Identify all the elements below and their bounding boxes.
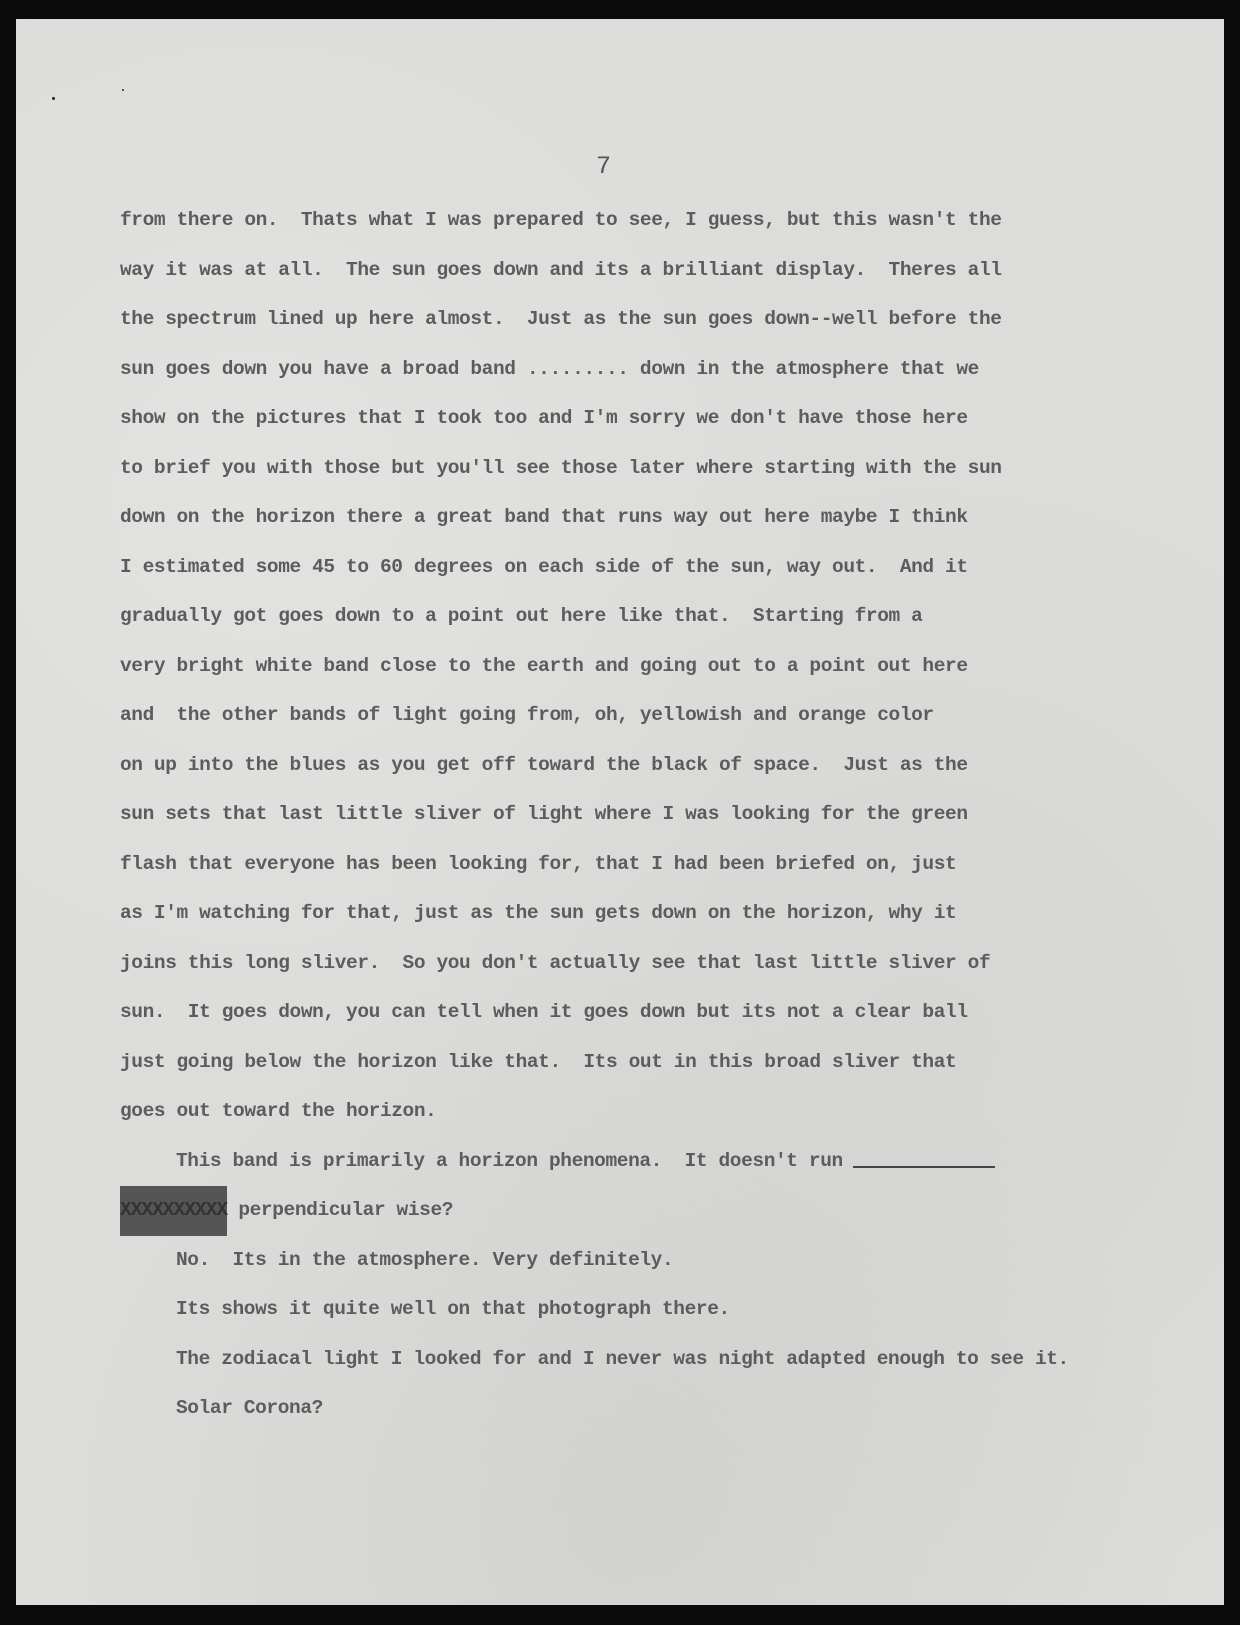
text-line: the spectrum lined up here almost. Just as the sun goes down--well before the <box>120 308 1002 330</box>
text-line: I estimated some 45 to 60 degrees on each side of the sun, way out. And it <box>120 555 968 578</box>
blank-underline <box>853 1166 995 1168</box>
text-line: from there on. Thats what I was prepared to see, I guess, but this wasn't the <box>120 209 1002 231</box>
question-continuation-text: perpendicular wise? <box>227 1199 454 1221</box>
text-line: show on the pictures that I took too and I'm sorry we don't have those here <box>120 407 968 429</box>
text-line: sun. It goes down, you can tell when it goes down but its not a clear ball <box>120 1001 968 1023</box>
page-number: 7 <box>596 152 612 181</box>
text-line: just going below the horizon like that. Its out in this broad sliver that <box>120 1050 957 1073</box>
question-line <box>120 1137 1180 1187</box>
text-line: as I'm watching for that, just as the sun gets down on the horizon, why it <box>120 902 957 924</box>
text-line: sun sets that last little sliver of light where I was looking for the green <box>120 803 968 825</box>
text-line: on up into the blues as you get off toward the black of space. Just as the <box>120 753 968 776</box>
answer-line: The zodiacal light I looked for and I never was night adapted enough to see it. <box>176 1347 1069 1370</box>
text-line: and the other bands of light going from, oh, yellowish and orange color <box>120 704 934 726</box>
text-line: sun goes down you have a broad band ......... down in the atmosphere that we <box>120 357 979 380</box>
text-line: to brief you with those but you'll see those later where starting with the sun <box>120 456 1002 479</box>
answer-line: Its shows it quite well on that photograph there. <box>176 1298 730 1320</box>
dust-speck <box>52 97 55 100</box>
answer-line: No. Its in the atmosphere. Very definitely. <box>176 1248 674 1271</box>
dust-speck <box>122 89 124 91</box>
text-line: down on the horizon there a great band that runs way out here maybe I think <box>120 506 968 528</box>
text-line: joins this long sliver. So you don't actually see that last little sliver of <box>120 951 991 974</box>
text-line: goes out toward the horizon. <box>120 1100 437 1122</box>
text-line: very bright white band close to the earth and going out to a point out here <box>120 654 968 677</box>
question-continuation <box>120 1186 1180 1236</box>
text-line: way it was at all. The sun goes down and its a brilliant display. Theres all <box>120 258 1002 281</box>
struck-out-word: XXXXXXXXXX <box>120 1186 227 1236</box>
text-line: flash that everyone has been looking for, that I had been briefed on, just <box>120 852 957 875</box>
text-line: gradually got goes down to a point out here like that. Starting from a <box>120 605 923 627</box>
answer-line: Solar Corona? <box>176 1397 323 1419</box>
question-text: This band is primarily a horizon phenomena. It doesn't run <box>176 1149 843 1172</box>
transcript-body <box>120 196 1180 1434</box>
